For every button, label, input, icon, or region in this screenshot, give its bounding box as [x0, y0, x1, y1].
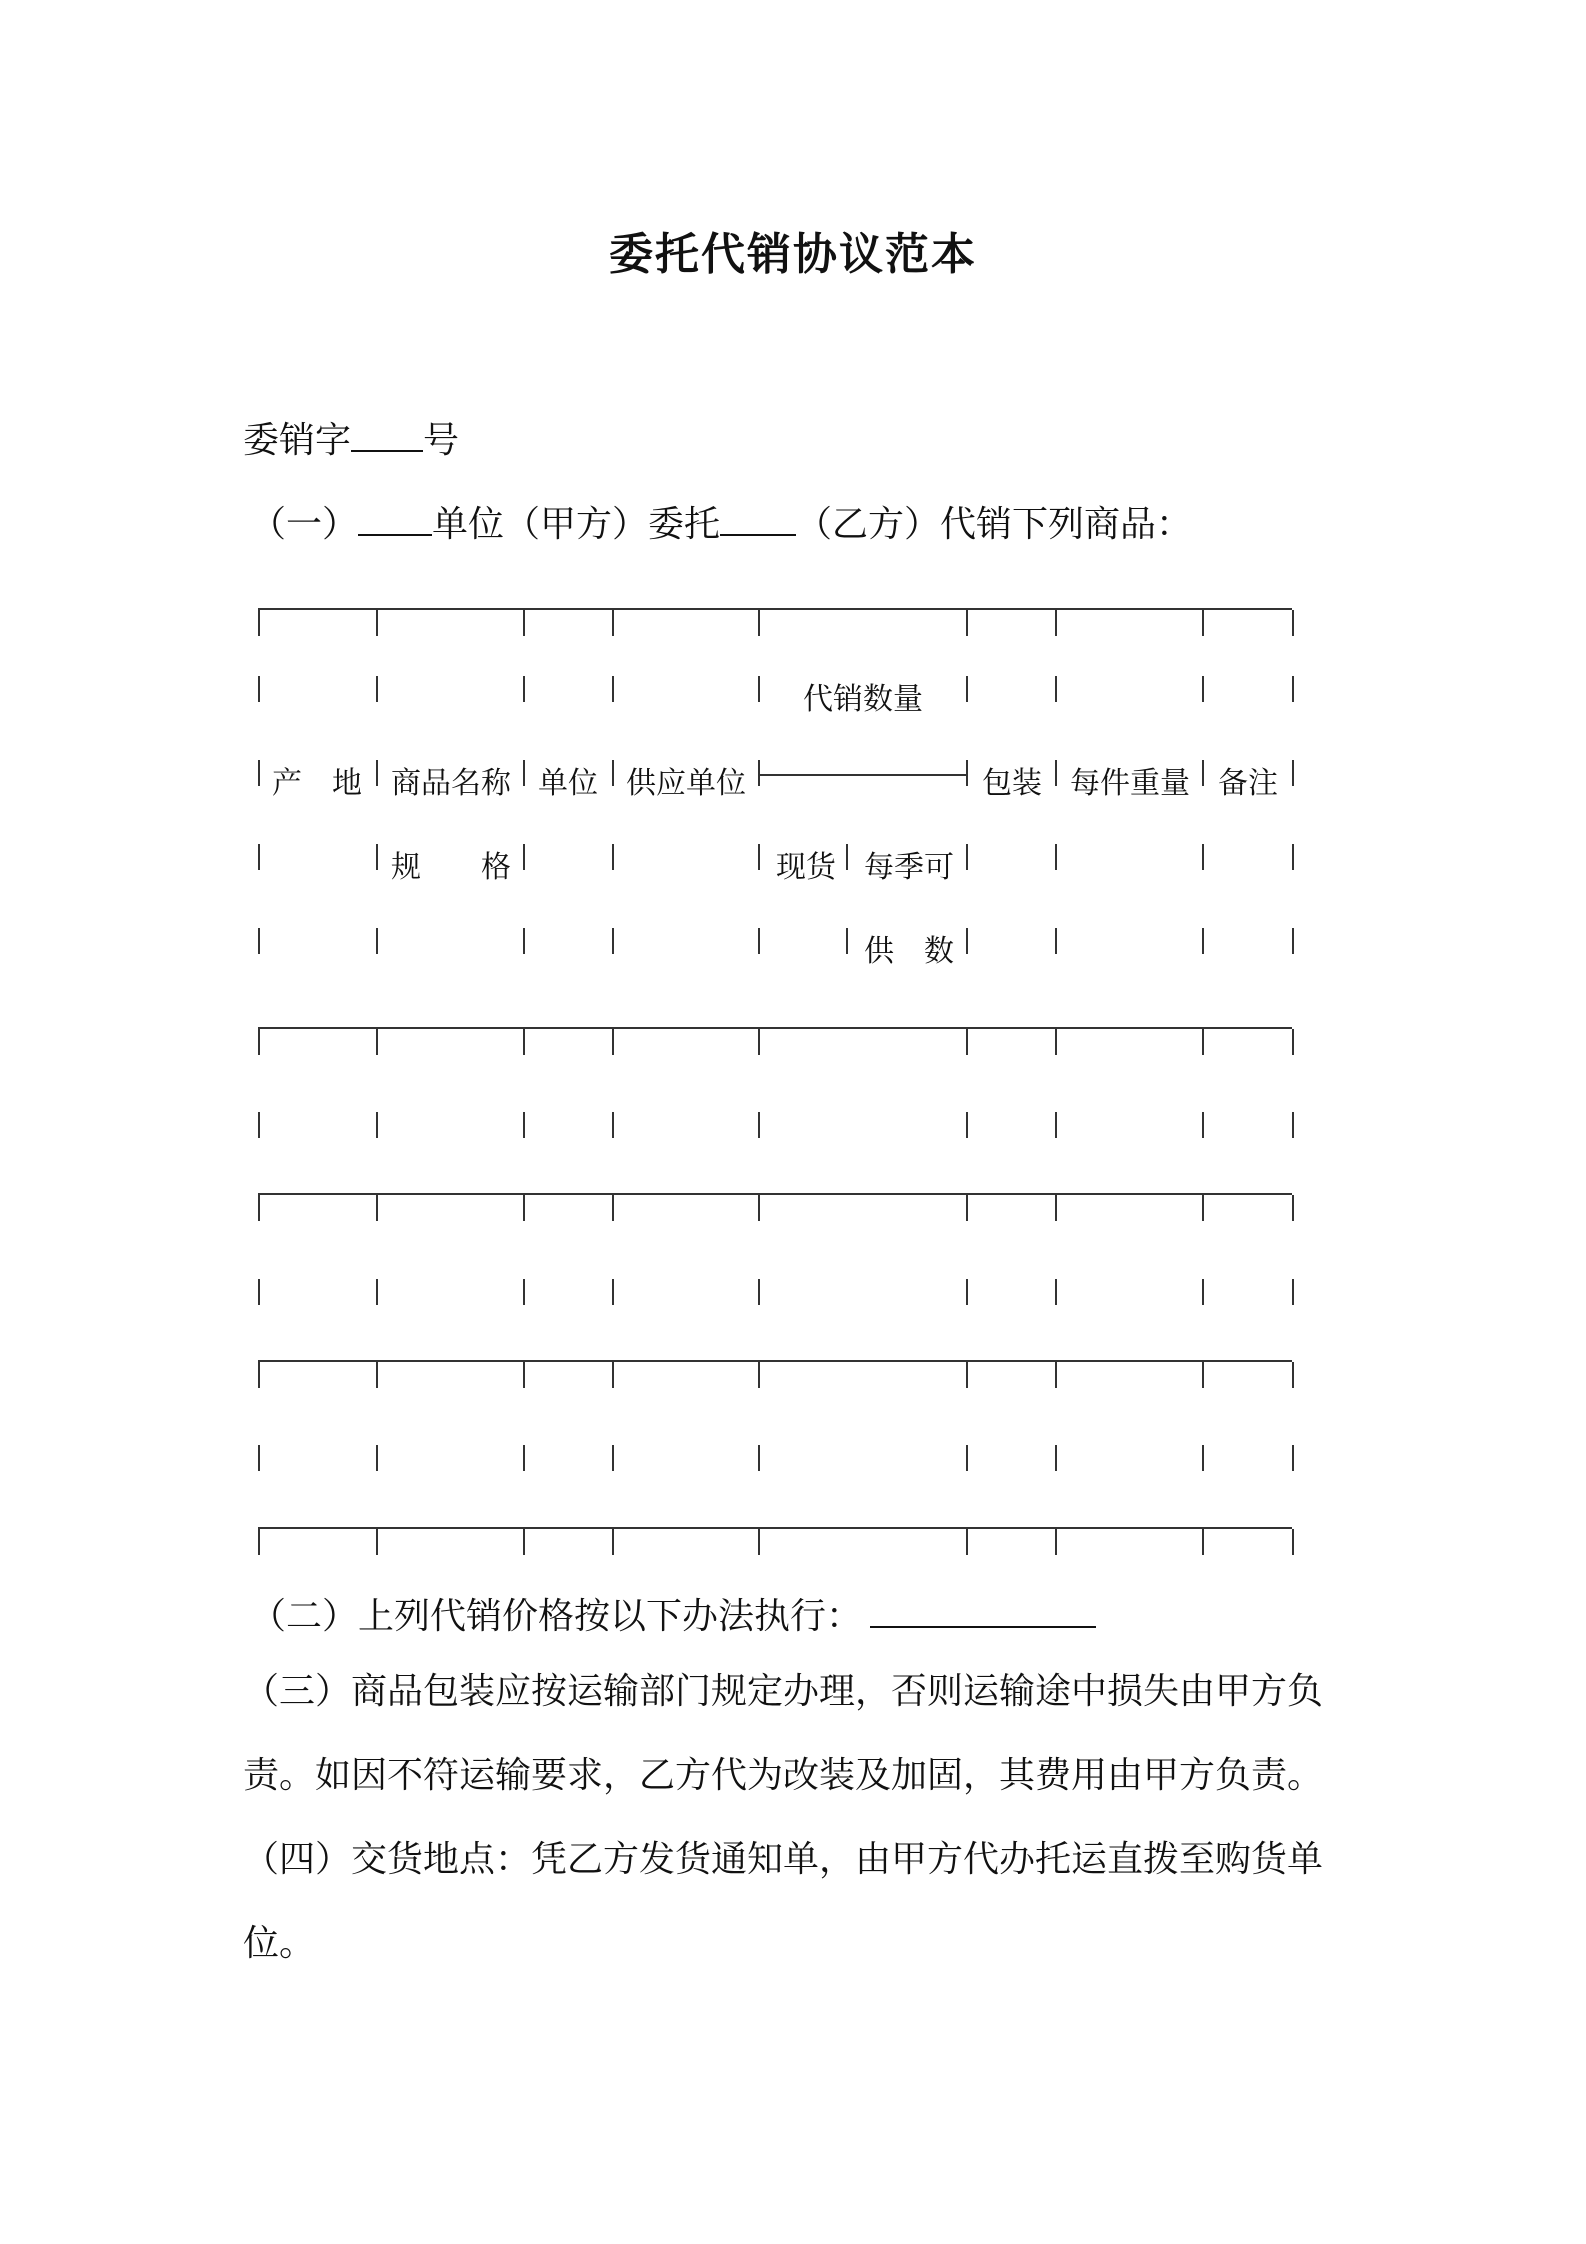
- table-divider-segment: [1202, 1279, 1204, 1305]
- header-package: 包装: [982, 766, 1042, 801]
- table-divider-segment: [966, 610, 968, 636]
- table-divider-segment: [966, 844, 968, 870]
- table-divider-segment: [1202, 1362, 1204, 1388]
- doc-no-blank[interactable]: [351, 420, 423, 452]
- table-divider-segment: [376, 928, 378, 954]
- table-divider-segment: [612, 1112, 614, 1138]
- table-divider-segment: [1202, 928, 1204, 954]
- table-divider-segment: [523, 1029, 525, 1055]
- table-divider-segment: [1202, 844, 1204, 870]
- table-divider-segment: [258, 610, 260, 636]
- qty-subcolumn-divider: [846, 928, 848, 954]
- table-divider-segment: [523, 1112, 525, 1138]
- table-divider-segment: [1292, 1362, 1294, 1388]
- document-number: [243, 412, 459, 463]
- table-divider-segment: [1292, 1029, 1294, 1055]
- table-rule-row-1: [258, 1193, 1292, 1195]
- table-rule-top: [258, 608, 1292, 610]
- table-divider-segment: [1292, 1112, 1294, 1138]
- party-b-blank[interactable]: [720, 504, 796, 536]
- header-consign-qty: 代销数量: [803, 682, 923, 717]
- table-rule-header-bottom: [258, 1027, 1292, 1029]
- table-divider-segment: [1055, 1529, 1057, 1555]
- table-divider-segment: [258, 1362, 260, 1388]
- table-divider-segment: [1202, 676, 1204, 702]
- table-divider-segment: [376, 610, 378, 636]
- clause-2-text: （二）上列代销价格按以下办法执行：: [250, 1596, 863, 1637]
- table-divider-segment: [258, 1029, 260, 1055]
- table-divider-segment: [758, 1445, 760, 1471]
- table-divider-segment: [376, 1195, 378, 1221]
- table-divider-segment: [1055, 1112, 1057, 1138]
- clause-1-part3: （乙方）代销下列商品：: [796, 504, 1193, 545]
- table-divider-segment: [523, 1279, 525, 1305]
- table-divider-segment: [1055, 760, 1057, 786]
- table-divider-segment: [523, 610, 525, 636]
- table-rule-row-2: [258, 1360, 1292, 1362]
- table-divider-segment: [1292, 760, 1294, 786]
- table-divider-segment: [376, 676, 378, 702]
- table-divider-segment: [966, 928, 968, 954]
- table-divider-segment: [612, 844, 614, 870]
- table-divider-segment: [1202, 1195, 1204, 1221]
- table-divider-segment: [376, 1279, 378, 1305]
- table-divider-segment: [1055, 610, 1057, 636]
- table-divider-segment: [258, 844, 260, 870]
- table-divider-segment: [966, 1445, 968, 1471]
- clause-1-part2: 单位（甲方）委托: [432, 504, 721, 545]
- table-divider-segment: [966, 1029, 968, 1055]
- table-divider-segment: [758, 1279, 760, 1305]
- header-unit: 单位: [538, 766, 598, 801]
- header-qty-stock: 现货: [776, 850, 836, 885]
- qty-subcolumn-divider: [846, 844, 848, 870]
- table-divider-segment: [758, 1529, 760, 1555]
- doc-no-suffix: 号: [423, 420, 460, 461]
- table-divider-segment: [376, 1362, 378, 1388]
- table-divider-segment: [523, 844, 525, 870]
- table-divider-segment: [376, 844, 378, 870]
- table-divider-segment: [1292, 1529, 1294, 1555]
- header-supplier: 供应单位: [626, 766, 746, 801]
- table-divider-segment: [1202, 610, 1204, 636]
- clause-1-part1: （一）: [250, 504, 359, 545]
- header-specification: 规 格: [391, 850, 511, 885]
- table-divider-segment: [758, 676, 760, 702]
- table-divider-segment: [523, 928, 525, 954]
- table-divider-segment: [376, 1112, 378, 1138]
- table-divider-segment: [758, 1112, 760, 1138]
- table-divider-segment: [1055, 1279, 1057, 1305]
- table-divider-segment: [966, 1529, 968, 1555]
- table-divider-segment: [376, 760, 378, 786]
- table-divider-segment: [966, 1362, 968, 1388]
- table-divider-segment: [1292, 676, 1294, 702]
- table-divider-segment: [1202, 1029, 1204, 1055]
- table-divider-segment: [1292, 844, 1294, 870]
- doc-no-prefix: 委销字: [243, 420, 352, 461]
- header-remark: 备注: [1218, 766, 1278, 801]
- table-divider-segment: [758, 610, 760, 636]
- table-divider-segment: [612, 610, 614, 636]
- table-divider-segment: [523, 1195, 525, 1221]
- table-divider-segment: [966, 1195, 968, 1221]
- table-rule-qty-split: [758, 774, 966, 776]
- table-divider-segment: [612, 760, 614, 786]
- table-divider-segment: [258, 928, 260, 954]
- table-divider-segment: [966, 1279, 968, 1305]
- table-divider-segment: [258, 1112, 260, 1138]
- table-divider-segment: [758, 928, 760, 954]
- table-divider-segment: [612, 1195, 614, 1221]
- table-divider-segment: [376, 1445, 378, 1471]
- header-unit-weight: 每件重量: [1070, 766, 1190, 801]
- table-divider-segment: [376, 1029, 378, 1055]
- table-rule-bottom: [258, 1527, 1292, 1529]
- table-divider-segment: [1292, 610, 1294, 636]
- table-divider-segment: [966, 1112, 968, 1138]
- table-divider-segment: [523, 676, 525, 702]
- table-divider-segment: [1292, 1279, 1294, 1305]
- header-qty-season-2: 供 数: [864, 934, 954, 969]
- table-divider-segment: [1055, 844, 1057, 870]
- table-divider-segment: [376, 1529, 378, 1555]
- table-divider-segment: [1055, 1195, 1057, 1221]
- table-divider-segment: [523, 760, 525, 786]
- table-divider-segment: [612, 1029, 614, 1055]
- table-divider-segment: [258, 1279, 260, 1305]
- table-divider-segment: [1292, 1445, 1294, 1471]
- table-divider-segment: [1055, 1029, 1057, 1055]
- table-divider-segment: [758, 760, 760, 786]
- table-divider-segment: [966, 676, 968, 702]
- price-method-blank[interactable]: [870, 1596, 1096, 1628]
- table-divider-segment: [523, 1362, 525, 1388]
- table-divider-segment: [1202, 1112, 1204, 1138]
- header-origin: 产 地: [272, 766, 362, 801]
- table-divider-segment: [1055, 676, 1057, 702]
- table-divider-segment: [966, 760, 968, 786]
- table-divider-segment: [1055, 928, 1057, 954]
- table-divider-segment: [1292, 928, 1294, 954]
- table-divider-segment: [1055, 1445, 1057, 1471]
- table-divider-segment: [612, 1362, 614, 1388]
- table-divider-segment: [758, 1029, 760, 1055]
- table-divider-segment: [758, 1362, 760, 1388]
- table-divider-segment: [612, 676, 614, 702]
- table-divider-segment: [258, 760, 260, 786]
- clause-1: [250, 496, 1192, 547]
- table-divider-segment: [1202, 760, 1204, 786]
- table-divider-segment: [1202, 1529, 1204, 1555]
- table-divider-segment: [1292, 1195, 1294, 1221]
- table-divider-segment: [258, 1195, 260, 1221]
- table-divider-segment: [1202, 1445, 1204, 1471]
- table-divider-segment: [758, 1195, 760, 1221]
- table-divider-segment: [1055, 1362, 1057, 1388]
- table-divider-segment: [523, 1529, 525, 1555]
- table-divider-segment: [612, 1279, 614, 1305]
- table-divider-segment: [758, 844, 760, 870]
- table-divider-segment: [612, 1529, 614, 1555]
- party-a-blank[interactable]: [358, 504, 432, 536]
- table-divider-segment: [258, 1445, 260, 1471]
- document-title: 委托代销协议范本: [609, 229, 977, 280]
- table-divider-segment: [258, 676, 260, 702]
- table-divider-segment: [258, 1529, 260, 1555]
- table-divider-segment: [612, 928, 614, 954]
- table-divider-segment: [523, 1445, 525, 1471]
- header-product-name: 商品名称: [391, 766, 511, 801]
- table-divider-segment: [612, 1445, 614, 1471]
- clause-4: （四）交货地点：凭乙方发货通知单，由甲方代办托运直拨至购货单位。: [243, 1839, 1324, 1964]
- clause-3: （三）商品包装应按运输部门规定办理，否则运输途中损失由甲方负责。如因不符运输要求，乙方代为改装及加固，其费用由甲方负责。: [243, 1671, 1324, 1796]
- header-qty-season-1: 每季可: [864, 850, 954, 885]
- clause-2: [250, 1588, 1096, 1639]
